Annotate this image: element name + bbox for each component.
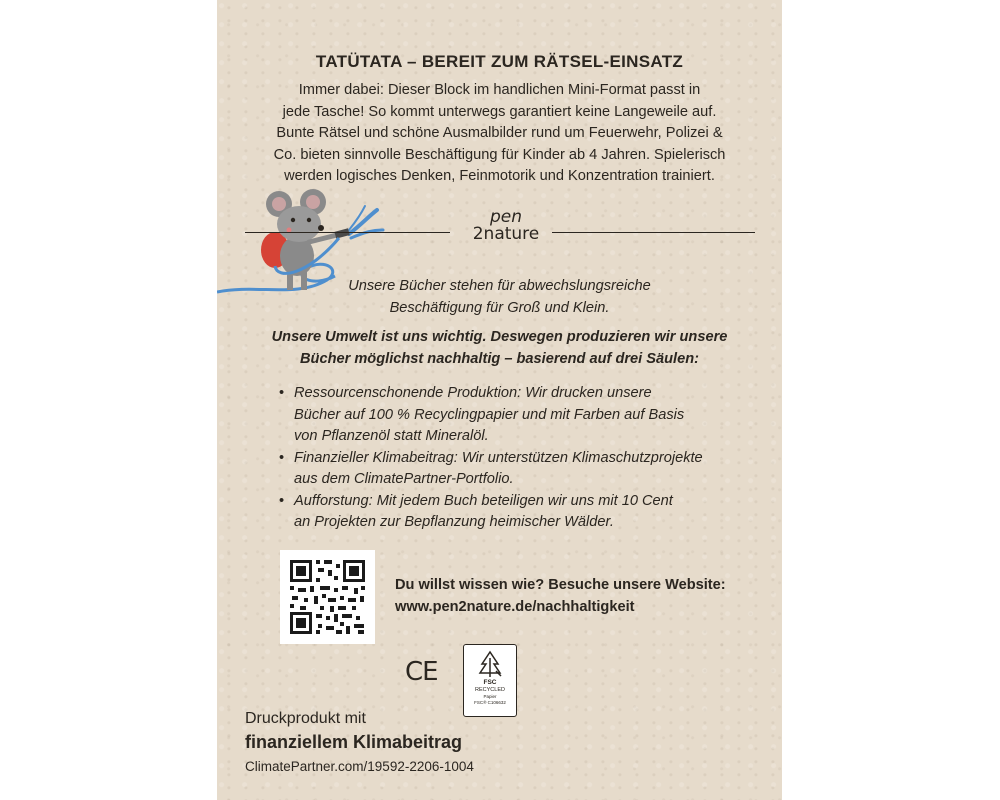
pillar-line: • Ressourcenschonende Produktion: Wir drucken unsere	[294, 385, 652, 401]
pillar-production	[279, 383, 739, 448]
divider-right	[552, 232, 755, 233]
website-link[interactable]: www.pen2nature.de/nachhaltigkeit	[395, 598, 635, 615]
fsc-recycled: RECYCLED	[475, 687, 505, 693]
pillar-reforestation	[279, 491, 739, 534]
pillar-line: an Projekten zur Bepflanzung heimischer Wälder.	[294, 514, 614, 530]
pillar-line: aus dem ClimatePartner-Portfolio.	[294, 471, 514, 487]
pillar-line: von Pflanzenöl statt Mineralöl.	[294, 428, 489, 444]
intro-line: Co. bieten sinnvolle Beschäftigung für Kinder ab 4 Jahren. Spielerisch	[273, 146, 726, 163]
environment-line: Unsere Umwelt ist uns wichtig. Deswegen produzieren wir unsere	[271, 329, 728, 345]
book-back-cover	[217, 0, 782, 800]
pillar-line: • Aufforstung: Mit jedem Buch beteiligen wir uns mit 10 Cent	[294, 492, 673, 509]
qr-code-graphic	[280, 550, 375, 644]
fsc-label	[463, 644, 517, 717]
pillar-line: • Finanzieller Klimabeitrag: Wir unterstützen Klimaschutzprojekte	[294, 449, 703, 466]
qr-code[interactable]	[280, 550, 375, 644]
fsc-tree-icon	[475, 649, 505, 679]
fsc-code: FSC® C106632	[474, 700, 506, 705]
website-prompt: Du willst wissen wie? Besuche unsere Website:	[395, 577, 726, 593]
website-info	[395, 575, 745, 618]
intro-line: Immer dabei: Dieser Block im handlichen Mini-Format passt in	[298, 82, 701, 98]
intro-line: jede Tasche! So kommt unterwegs garantiert keine Langeweile auf.	[282, 103, 717, 120]
ce-mark: CE	[405, 657, 438, 687]
climate-link[interactable]: ClimatePartner.com/19592-2206-1004	[245, 759, 474, 774]
intro-line: werden logisches Denken, Feinmotorik und Konzentration trainiert.	[284, 168, 715, 184]
environment-line: Bücher möglichst nachhaltig – basierend auf drei Säulen:	[300, 350, 699, 367]
divider-left	[245, 232, 450, 233]
pen2nature-logo	[461, 208, 551, 252]
pillar-climate-contribution	[279, 448, 739, 491]
logo-line1: pen	[489, 207, 523, 227]
pillar-line: Bücher auf 100 % Recyclingpapier und mit Farben auf Basis	[294, 406, 685, 423]
climate-line2: finanziellem Klimabeitrag	[245, 732, 463, 752]
intro-text	[252, 80, 747, 188]
intro-line: Bunte Rätsel und schöne Ausmalbilder rund um Feuerwehr, Polizei &	[276, 125, 723, 141]
climate-line1: Druckprodukt mit	[245, 710, 366, 727]
headline: TATÜTATA – BEREIT ZUM RÄTSEL-EINSATZ	[315, 52, 684, 71]
slogan-line: Beschäftigung für Groß und Klein.	[389, 299, 610, 316]
logo-line2: 2nature	[472, 224, 540, 244]
fsc-text: FSC	[483, 679, 497, 686]
slogan	[277, 276, 722, 319]
slogan-line: Unsere Bücher stehen für abwechslungsreiche	[348, 278, 651, 294]
fsc-papier: Papier	[483, 694, 497, 699]
environment-statement	[262, 327, 737, 370]
sustainability-pillars	[279, 383, 739, 534]
